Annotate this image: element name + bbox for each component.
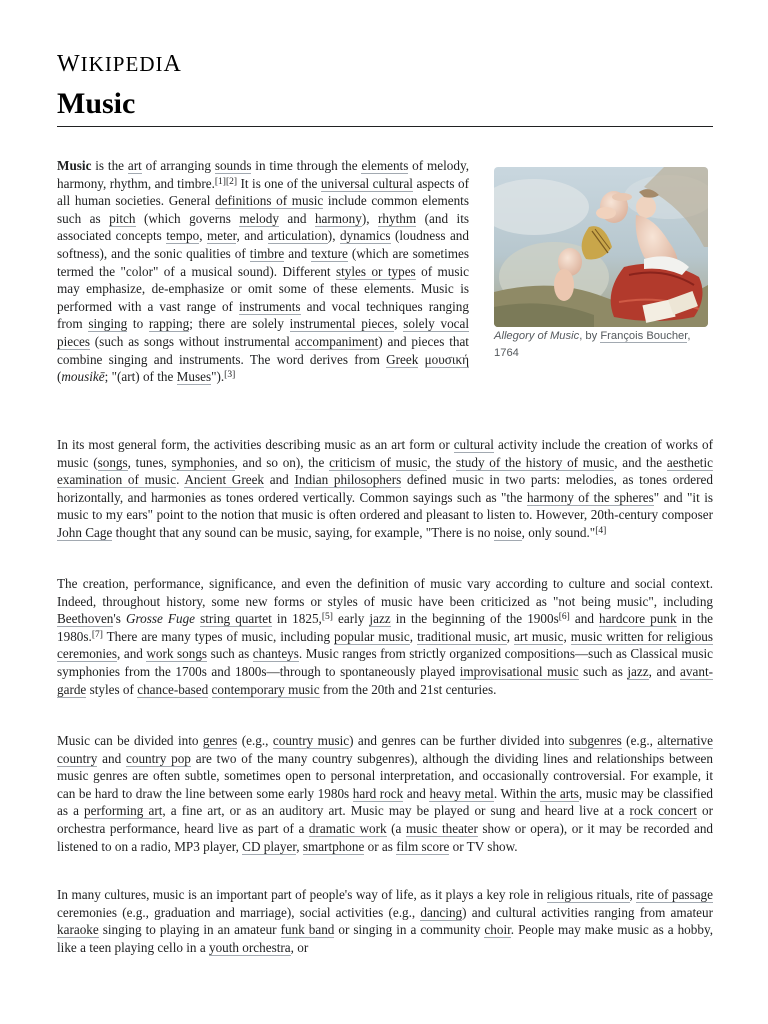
text-run: and [278, 210, 315, 226]
italic-text: Grosse Fuge [125, 611, 196, 627]
text-run: early [332, 611, 370, 627]
paragraph-lead [57, 157, 469, 386]
wiki-link[interactable]: art [127, 158, 142, 173]
wiki-link[interactable]: Indian philosophers [294, 472, 402, 488]
wiki-link[interactable]: harmony [314, 210, 362, 226]
wiki-link[interactable]: μουσική [424, 351, 469, 367]
wiki-link[interactable]: jazz [627, 663, 649, 679]
wiki-link[interactable]: dancing [420, 904, 463, 920]
text-run: or singing in a community [334, 922, 485, 938]
wiki-link[interactable]: styles or types [336, 263, 416, 279]
text-run: ; "(art) of the [104, 369, 177, 385]
text-run: It is one of the [237, 175, 321, 191]
text-run: , a fine art, or as an auditory art. Music may be played or sung and heard live at a [162, 803, 630, 819]
text-run: (which are sometimes termed the "color" of a musical sound). Different [57, 245, 469, 279]
text-run: include common elements such as [57, 193, 469, 226]
text-run: , or [290, 939, 309, 955]
text-run: and vocal techniques ranging from [57, 298, 469, 332]
wiki-link[interactable]: pitch [109, 210, 136, 226]
caption-year: , 1764 [494, 330, 691, 359]
wiki-link[interactable]: music written for religious ceremonies [57, 628, 714, 662]
wiki-link[interactable]: Greek [386, 351, 419, 367]
text-run: defined music in two parts: melodies, as tones ordered horizontally, and harmonies as tones ordered vertically. Common sayings such as "the [57, 472, 713, 505]
text-run: and [284, 245, 312, 261]
wiki-link[interactable]: singing [88, 316, 128, 332]
wiki-link[interactable]: symphonies [171, 454, 235, 470]
wiki-link[interactable]: accompaniment [294, 333, 379, 349]
text-run: , [409, 628, 418, 644]
wiki-link[interactable]: the arts [540, 785, 579, 801]
caption-by: , by [579, 330, 601, 342]
wiki-link[interactable]: country pop [126, 750, 191, 766]
text-run: (e.g., [621, 733, 658, 748]
citation-link[interactable]: [4] [595, 525, 607, 536]
wiki-link[interactable]: chance-based [137, 681, 209, 697]
wiki-link[interactable]: jazz [369, 611, 391, 627]
wiki-link[interactable]: dynamics [339, 228, 391, 244]
wiki-link[interactable]: subgenres [569, 733, 622, 748]
bold-term: Music [57, 158, 92, 173]
wiki-link[interactable]: rite of passage [636, 887, 714, 902]
figure-caption [494, 328, 710, 362]
wiki-link[interactable]: smartphone [302, 838, 365, 854]
wordmark-final: A [163, 51, 182, 77]
text-run: , [506, 628, 515, 644]
lead-figure [494, 167, 710, 362]
caption-title: Allegory of Music [494, 330, 580, 342]
text-run: and [264, 472, 295, 488]
wiki-link[interactable]: sounds [214, 158, 252, 173]
title-divider [57, 126, 713, 127]
wiki-link[interactable]: art music [514, 628, 564, 644]
wiki-link[interactable]: definitions of music [215, 193, 324, 209]
text-run: and [569, 611, 599, 627]
wiki-link[interactable]: string quartet [200, 611, 272, 627]
text-run: such as [578, 663, 628, 679]
wiki-link[interactable]: noise [493, 524, 522, 540]
text-run: , [394, 316, 404, 332]
wiki-link[interactable]: alternative country [57, 733, 713, 766]
text-run: styles of [86, 681, 138, 697]
citation-link[interactable]: [3] [224, 370, 236, 381]
text-run: Music can be divided into [57, 733, 203, 748]
wiki-link[interactable]: hardcore punk [598, 611, 677, 627]
text-run: , music may be classified as a [57, 785, 714, 819]
wiki-link[interactable]: articulation [267, 228, 328, 244]
wiki-link[interactable]: meter [206, 228, 237, 244]
text-run: or TV show. [449, 838, 518, 854]
text-run: (a [386, 820, 406, 836]
wikipedia-wordmark[interactable] [57, 51, 182, 78]
wiki-link[interactable]: choir [484, 922, 511, 938]
text-run: There are many types of music, including [102, 628, 335, 644]
wiki-link[interactable]: Beethoven [57, 611, 114, 627]
wiki-link[interactable]: universal cultural [320, 175, 413, 191]
text-run: in the 1980s. [57, 611, 714, 644]
text-run: The creation, performance, significance, and even the definition of music vary according to culture and social context. Indeed, throughout history, some new forms or styles of music have been criticized as "not being music", including [57, 576, 713, 609]
wiki-link[interactable]: karaoke [57, 922, 99, 938]
text-run: is the [91, 158, 128, 173]
text-run: In many cultures, music is an important part of people's way of life, as it plays a key role in [57, 887, 547, 902]
text-run: in time through the [251, 158, 362, 173]
text-run: (and its associated concepts [57, 210, 469, 244]
wiki-link[interactable]: popular music [334, 628, 410, 644]
text-run: , and [117, 646, 147, 662]
text-run: , and [648, 663, 681, 679]
paragraph-4 [57, 732, 713, 855]
wiki-link[interactable]: improvisational music [459, 663, 579, 679]
wiki-link[interactable]: rhythm [378, 210, 417, 226]
text-run: ceremonies (e.g., graduation and marriage), social activities (e.g., [57, 904, 421, 920]
text-run: ) and pieces that combine singing and instruments. The word derives from [57, 333, 469, 367]
text-run: activity include the creation of works of music ( [57, 437, 713, 470]
wiki-link[interactable]: traditional music [417, 628, 507, 644]
citation-link[interactable]: [6] [558, 612, 570, 623]
citation-link[interactable]: [1] [214, 176, 226, 187]
painting-image[interactable] [494, 167, 708, 327]
wiki-link[interactable]: cultural [453, 437, 494, 452]
paragraph-3 [57, 575, 713, 698]
text-run: "). [211, 369, 225, 385]
wiki-link[interactable]: rock concert [629, 803, 697, 819]
text-run: , [563, 628, 571, 644]
text-run: , tunes, [127, 454, 172, 470]
wiki-link[interactable]: film score [396, 838, 450, 854]
wiki-link[interactable]: rapping [148, 316, 190, 332]
wiki-link[interactable]: contemporary music [211, 681, 320, 697]
text-run: , and [236, 228, 268, 244]
caption-artist-link[interactable]: François Boucher [600, 330, 688, 342]
text-run: (such as songs without instrumental [89, 333, 295, 349]
text-run: such as [207, 646, 253, 662]
text-run: ) and genres can be further divided into [349, 733, 570, 748]
wiki-link[interactable]: avant-garde [57, 663, 713, 697]
text-run: of melody, harmony, rhythm, and timbre. [57, 158, 469, 191]
page-title: Music [57, 87, 136, 120]
text-run: aspects of all human societies. General [57, 175, 469, 209]
text-run: . Within [493, 785, 541, 801]
wiki-link[interactable]: genres [202, 733, 238, 748]
wordmark-middle: IKIPEDI [80, 52, 164, 76]
wiki-link[interactable]: dramatic work [308, 820, 387, 836]
wiki-link[interactable]: religious rituals [546, 887, 630, 902]
wiki-link[interactable]: study of the history of music [455, 454, 615, 470]
text-run: ), [361, 210, 379, 226]
citation-link[interactable]: [2] [225, 176, 238, 187]
wiki-link[interactable]: music theater [405, 820, 478, 836]
text-run: , [296, 838, 303, 854]
text-run: " and "it is music to my ears" point to the notion that music is often ordered and pleasant to listen to. However, 20th-century composer [57, 489, 713, 523]
text-run: show or opera), or it may be recorded and listened to on a radio, MP3 player, [57, 820, 714, 854]
text-run: and [403, 785, 430, 801]
paragraph-2 [57, 436, 713, 542]
text-run: or as [364, 838, 397, 854]
text-run: from the 20th and 21st centuries. [319, 681, 497, 697]
text-run: singing to playing in an amateur [98, 922, 281, 938]
wiki-link[interactable]: performing art [84, 803, 163, 819]
wiki-link[interactable]: harmony of the spheres [526, 489, 654, 505]
wiki-link[interactable]: Muses [176, 369, 212, 385]
wiki-link[interactable]: melody [239, 210, 279, 226]
text-run [418, 352, 424, 367]
text-run: or orchestra performance, heard live as part of a [57, 803, 713, 836]
paragraph-5 [57, 886, 713, 956]
wiki-link[interactable]: songs [97, 454, 128, 470]
wiki-link[interactable]: instrumental pieces [289, 316, 395, 332]
text-run: in 1825, [271, 611, 322, 627]
wiki-link[interactable]: John Cage [57, 524, 113, 540]
text-run: of arranging [141, 158, 215, 173]
text-run: in the beginning of the 1900s [390, 611, 559, 627]
wiki-link[interactable]: aesthetic examination of music [57, 454, 713, 488]
wiki-link[interactable]: criticism of music [329, 454, 428, 470]
wiki-link[interactable]: CD player [242, 838, 297, 854]
text-run: of music may emphasize, de-emphasize or omit some of these elements. Music is performed with a vast range of [57, 263, 469, 314]
wiki-link[interactable]: texture [311, 245, 348, 261]
text-run: . Music ranges from strictly organized compositions—such as Classical music symphonies from the 1700s and 1800s—through to spontaneously played [57, 646, 713, 679]
wiki-link[interactable]: timbre [249, 245, 285, 261]
text-run: ), [327, 228, 340, 244]
wiki-link[interactable]: work songs [146, 646, 208, 662]
text-run: ( [57, 369, 62, 385]
text-run: , and the [614, 454, 667, 470]
text-run: are two of the many country subgenres), although the dividing lines and relationships between music genres are often subtle, sometimes open to personal interpretation, and occasionally controversial. For example, it can be hard to draw the line between some early 1980s [57, 750, 713, 801]
wiki-link[interactable]: elements [361, 158, 409, 173]
wiki-link[interactable]: funk band [280, 922, 335, 938]
text-run: (loudness and softness), and the sonic qualities of [57, 228, 469, 261]
wiki-link[interactable]: Ancient Greek [184, 472, 265, 488]
italic-text: mousikē [61, 369, 105, 385]
text-run: ) and cultural activities ranging from amateur [462, 904, 713, 920]
text-run: In its most general form, the activities describing music as an art form or [57, 437, 454, 452]
wiki-link[interactable]: hard rock [352, 785, 404, 801]
wiki-link[interactable]: heavy metal [429, 785, 494, 801]
wiki-link[interactable]: tempo [166, 228, 200, 244]
text-run: . People may make music as a hobby, like a teen playing cello in a [57, 922, 713, 955]
wiki-link[interactable]: chanteys [252, 646, 299, 662]
text-run: thought that any sound can be music, saying, for example, "There is no [112, 524, 494, 540]
text-run: (e.g., [237, 733, 273, 748]
text-run: and [97, 750, 126, 766]
text-run: ; there are solely [189, 316, 290, 332]
text-run: , [629, 887, 637, 902]
wiki-link[interactable]: solely vocal pieces [57, 316, 470, 349]
wiki-link[interactable]: youth orchestra [208, 939, 291, 955]
text-run: to [127, 316, 149, 332]
text-run: , the [427, 454, 456, 470]
wiki-link[interactable]: instruments [239, 298, 301, 314]
wiki-link[interactable]: country music [272, 733, 350, 748]
text-run: , only sound." [521, 524, 596, 540]
text-run: , and so on), the [234, 454, 330, 470]
text-run: 's [113, 611, 126, 627]
text-run: . [176, 472, 185, 488]
citation-link[interactable]: [5] [321, 612, 333, 623]
citation-link[interactable]: [7] [91, 629, 103, 640]
text-run: (which governs [135, 210, 240, 226]
text-run: , [199, 228, 207, 244]
wordmark-initial: W [57, 51, 81, 77]
